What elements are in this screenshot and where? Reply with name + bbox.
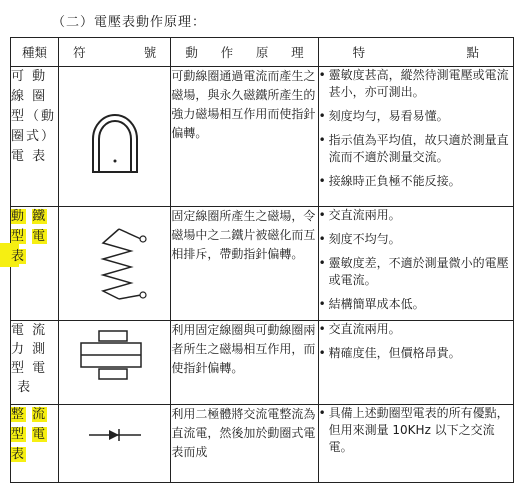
feature-cell [318, 405, 513, 483]
feature-item: • 結構簡單成本低。 [319, 296, 513, 313]
feature-item: • 交直流兩用。 [319, 207, 513, 224]
feature-item: • 靈敏度差，不適於測量微小的電壓或電流。 [319, 255, 513, 289]
table-row [11, 321, 514, 405]
header-action: 動 作 原 理 [171, 38, 318, 67]
feature-item: • 接線時正負極不能反接。 [319, 173, 513, 190]
feature-item: • 交直流兩用。 [319, 321, 513, 338]
header-row [11, 38, 514, 67]
action-cell: 固定線圈所產生之磁場，令磁場中之二鐵片被磁化而互相排斥，帶動指針偏轉。 [171, 207, 318, 321]
header-symbol: 符 號 [59, 38, 171, 67]
table-row [11, 207, 514, 321]
symbol-cell [59, 207, 171, 321]
kind-cell: 可 動 線 圈 型（動 圈式） 電 表 [11, 67, 59, 207]
moving-coil-symbol-icon [59, 67, 171, 207]
feature-item: • 刻度均勻，易看易懂。 [319, 108, 513, 125]
kind-cell: 整 流 型 電 表 [11, 405, 59, 483]
feature-item: • 精確度佳，但價格昂貴。 [319, 345, 513, 362]
rectifier-symbol-icon [59, 405, 171, 483]
voltmeter-principle-table [10, 37, 514, 483]
electrodynamic-symbol-icon [59, 321, 171, 405]
section-heading: （二）電壓表動作原理： [52, 15, 207, 30]
feature-item: • 具備上述動圈型電表的所有優點，但用來測量 10KHz 以下之交流電。 [319, 405, 513, 456]
kind-cell: 動 鐵 型 電 表 [11, 207, 59, 321]
feature-item: • 指示值為平均值，故只適於測量直流而不適於測量交流。 [319, 132, 513, 166]
feature-cell [318, 67, 513, 207]
feature-cell [318, 321, 513, 405]
header-kind: 種類 [11, 38, 59, 67]
table-row [11, 405, 514, 483]
header-feature: 特 點 [318, 38, 513, 67]
action-cell: 利用二極體將交流電整流為直流電，然後加於動圈式電表而成 [171, 405, 318, 483]
symbol-cell [59, 67, 171, 207]
symbol-cell [59, 405, 171, 483]
action-cell: 利用固定線圈與可動線圈兩者所生之磁場相互作用，而使指針偏轉。 [171, 321, 318, 405]
symbol-cell [59, 321, 171, 405]
table-row [11, 67, 514, 207]
action-cell: 可動線圈通過電流而產生之磁場，與永久磁鐵所產生的強力磁場相互作用而使指針偏轉。 [171, 67, 318, 207]
feature-item: • 刻度不均勻。 [319, 231, 513, 248]
feature-item: • 靈敏度甚高，縱然待測電壓或電流甚小，亦可測出。 [319, 67, 513, 101]
kind-cell: 電 流 力 測 型 電 表 [11, 321, 59, 405]
moving-iron-symbol-icon [59, 207, 171, 321]
feature-cell [318, 207, 513, 321]
